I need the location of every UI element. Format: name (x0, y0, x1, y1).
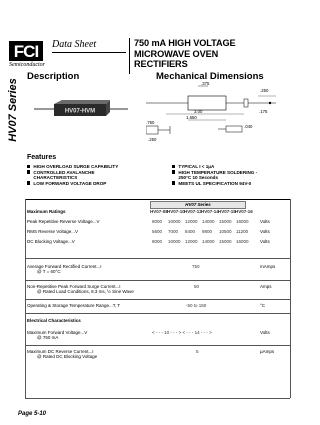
table-bottom-rule (25, 398, 290, 399)
table-cell: 15000 (219, 219, 232, 224)
table-cell: 10000 (168, 219, 181, 224)
model-header: HV07-15 (218, 209, 236, 214)
table-cell: 5600 (152, 229, 163, 234)
device-image (34, 96, 128, 120)
svg-text:FCI: FCI (13, 42, 39, 61)
table-rule (25, 299, 290, 300)
svg-text:.250: .250 (260, 88, 269, 93)
svg-text:.375: .375 (201, 82, 210, 86)
feature-item: HIGH TEMPERATURE SOLDERING - (172, 170, 257, 176)
unit: mAmps (260, 264, 276, 269)
ir-value: 5 (196, 349, 199, 354)
table-left-border (25, 199, 26, 398)
title-line-1: 750 mA HIGH VOLTAGE (134, 38, 236, 48)
table-cell: 10000 (168, 239, 181, 244)
model-header: HV07-12 (184, 209, 202, 214)
table-rule (25, 280, 290, 281)
data-sheet-label: Data Sheet (52, 39, 97, 50)
page-title (134, 38, 236, 70)
temp-value: -50 to 150 (186, 303, 207, 308)
page-number: Page 5-10 (18, 411, 47, 417)
svg-text:3.00: 3.00 (194, 109, 203, 114)
table-cell: 8000 (152, 239, 163, 244)
unit: µAmps (260, 349, 275, 354)
table-cell: 15000 (219, 239, 232, 244)
table-cell: 11200 (236, 229, 249, 234)
unit: °C (260, 303, 266, 308)
features-heading: Features (27, 154, 57, 161)
table-cell: 9800 (202, 229, 213, 234)
feature-item: MEETS UL SPECIFICATION 94V-0 (172, 181, 257, 187)
row-label: Peak Repetitive Reverse Voltage...V (27, 219, 100, 224)
surge-value: 50 (194, 284, 200, 289)
header-rule (52, 52, 126, 53)
table-cell: 14000 (202, 219, 215, 224)
features-left (27, 164, 118, 186)
max-ratings-label: Maximum Ratings (27, 209, 66, 214)
table-cell: 8000 (152, 219, 163, 224)
table-cell: 16000 (236, 219, 249, 224)
svg-text:.750: .750 (146, 120, 155, 125)
unit: Volts (260, 219, 270, 224)
series-label: HV07 Series (7, 78, 19, 142)
feature-item: LOW FORWARD VOLTAGE DROP (27, 181, 118, 187)
svg-text:.175: .175 (259, 109, 268, 114)
row-label: RMS Reverse Voltage...V (27, 229, 79, 234)
model-header: HV07-10 (167, 209, 185, 214)
ir-label: Maximum DC Reverse Current...I @ Rated DC Blocking Voltage (27, 349, 98, 360)
title-line-3: RECTIFIERS (134, 59, 188, 69)
feature-item-cont: 250°C 10 Seconds (178, 175, 219, 180)
unit: Volts (260, 239, 270, 244)
temp-label: Operating & Storage Temperature Range...T, T (27, 303, 121, 308)
title-line-2: MICROWAVE OVEN (134, 48, 219, 59)
model-header: HV07-16 (235, 209, 253, 214)
svg-text:.250: .250 (148, 137, 157, 142)
fci-logo (9, 41, 43, 61)
table-series-header: HV07 Series (150, 201, 246, 209)
row-label: DC Blocking Voltage...V (27, 239, 75, 244)
model-header: HV07-14 (201, 209, 219, 214)
svg-text:.040: .040 (244, 124, 253, 129)
unit: Volts (260, 330, 270, 335)
features-right (172, 164, 257, 186)
mechanical-heading: Mechanical Dimensions (156, 71, 264, 82)
feature-item: HIGH OVERLOAD SURGE CAPABILITY (27, 164, 118, 170)
vf-range: < - - - 10 - - - > < - - - 14 - - - > (152, 330, 212, 335)
table-rule (25, 313, 290, 314)
model-header: HV07-08 (150, 209, 168, 214)
table-cell: 8400 (185, 229, 196, 234)
avg-current-value: 750 (192, 264, 200, 269)
table-cell: 7000 (168, 229, 179, 234)
table-right-border (290, 199, 291, 398)
description-heading: Description (27, 71, 80, 82)
feature-item: CONTROLLED AVALANCHE (27, 170, 118, 176)
unit: Amps (260, 284, 272, 289)
header-divider (129, 38, 130, 74)
table-cell: 16000 (236, 239, 249, 244)
mechanical-drawing (146, 82, 278, 142)
table-cell: 12000 (185, 219, 198, 224)
vf-label: Maximum Forward Voltage...V @ 750 mA (27, 330, 88, 341)
avg-current-label: Average Forward Rectified Current...I @ T = 60°C (27, 264, 102, 275)
table-cell: 14000 (202, 239, 215, 244)
logo-subtitle: Semiconductor (9, 62, 45, 68)
unit: Volts (260, 229, 270, 234)
table-cell: 10500 (219, 229, 232, 234)
table-top-rule (25, 199, 290, 200)
surge-label: Non-Repetitive Peak Forward Surge Current...I @ Rated Load Conditions, 8.3 ms, ½ Sine Wave (27, 284, 134, 295)
electrical-label: Electrical Characteristics (27, 318, 81, 323)
table-rule (25, 345, 290, 346)
svg-text:HV07-HVM: HV07-HVM (64, 108, 96, 115)
table-cell: 12000 (185, 239, 198, 244)
feature-item-cont: CHARACTERISTICS (33, 175, 78, 180)
table-rule (25, 258, 290, 259)
feature-item: TYPICAL I < 1µA (172, 164, 257, 170)
svg-text:1.650: 1.650 (186, 115, 197, 120)
